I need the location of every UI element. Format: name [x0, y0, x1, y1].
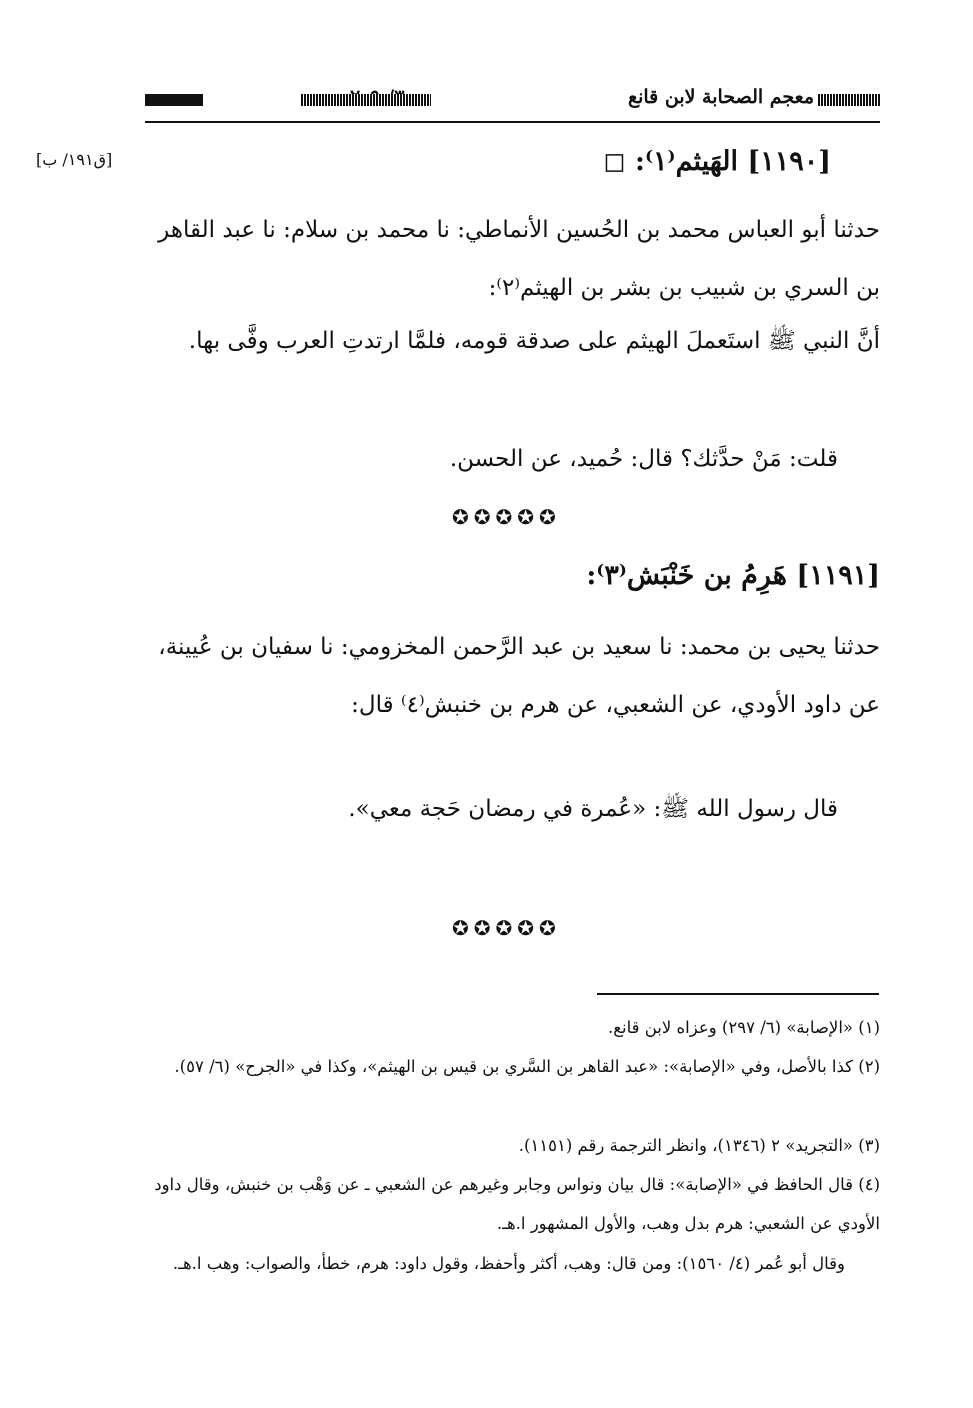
manuscript-folio-ref: [ق١٩١/ ب]	[36, 150, 113, 169]
entry-isnad: حدثنا أبو العباس محمد بن الحُسين الأنماطي: نا محمد بن سلام: نا عبد القاهر بن السري بن شبيب بن بشر بن الهيثم⁽٢⁾:	[158, 217, 880, 301]
entry-matn: قال رسول الله ﷺ: «عُمرة في رمضان حَجة معي».	[348, 796, 838, 822]
header-ornament-bar	[301, 94, 431, 106]
entry-isnad: حدثنا يحيى بن محمد: نا سعيد بن عبد الرَّحمن المخزومي: نا سفيان بن عُيينة، عن داود الأودي، عن الشعبي، عن هرم بن خنبش⁽٤⁾ قال:	[158, 634, 880, 718]
header-ornament-bar	[818, 94, 880, 106]
footnote-rule	[597, 993, 879, 995]
footnote: (٢) كذا بالأصل، وفي «الإصابة»: «عبد القاهر بن السَّري بن قيس بن الهيثم»، وكذا في «الجرح» (٦/ ٥٧).	[174, 1057, 880, 1076]
running-header	[145, 84, 880, 114]
header-title: معجم الصحابة لابن قانع	[627, 86, 814, 108]
footnote: (٤) قال الحافظ في «الإصابة»: قال بيان ونواس وجابر وغيرهم عن الشعبي ـ عن وَهْب بن خنبش، وقال داود الأودي عن الشعبي: هرم بدل وهب، والأول المشهور ا.هـ.	[154, 1175, 880, 1233]
footnote: (١) «الإصابة» (٦/ ٢٩٧) وعزاه لابن قانع.	[607, 1018, 880, 1037]
section-separator: ✪✪✪✪✪	[452, 916, 561, 940]
section-separator: ✪✪✪✪✪	[452, 505, 561, 529]
header-rule	[145, 121, 880, 123]
header-ornament-bar	[145, 94, 203, 106]
entry-title: [١١٩١] هَرِمُ بن خَنْبَش⁽٣⁾:	[586, 560, 880, 591]
entry-note: قلت: مَنْ حدَّثك؟ قال: حُميد، عن الحسن.	[449, 446, 838, 472]
entry-matn: أنَّ النبي ﷺ استَعملَ الهيثم على صدقة قومه، فلمَّا ارتدتِ العرب وفَّى بها.	[188, 328, 880, 354]
footnote: (٣) «التجريد» ٢ (١٣٤٦)، وانظر الترجمة رقم (١١٥١).	[518, 1136, 880, 1155]
footnote-continuation: وقال أبو عُمر (٤/ ١٥٦٠): ومن قال: وهب، أكثر وأحفظ، وقول داود: هرم، خطأ، والصواب: وهب ا.هـ.	[172, 1254, 845, 1273]
entry-title: [١١٩٠] الهَيثم⁽١⁾: ◻	[603, 146, 831, 177]
